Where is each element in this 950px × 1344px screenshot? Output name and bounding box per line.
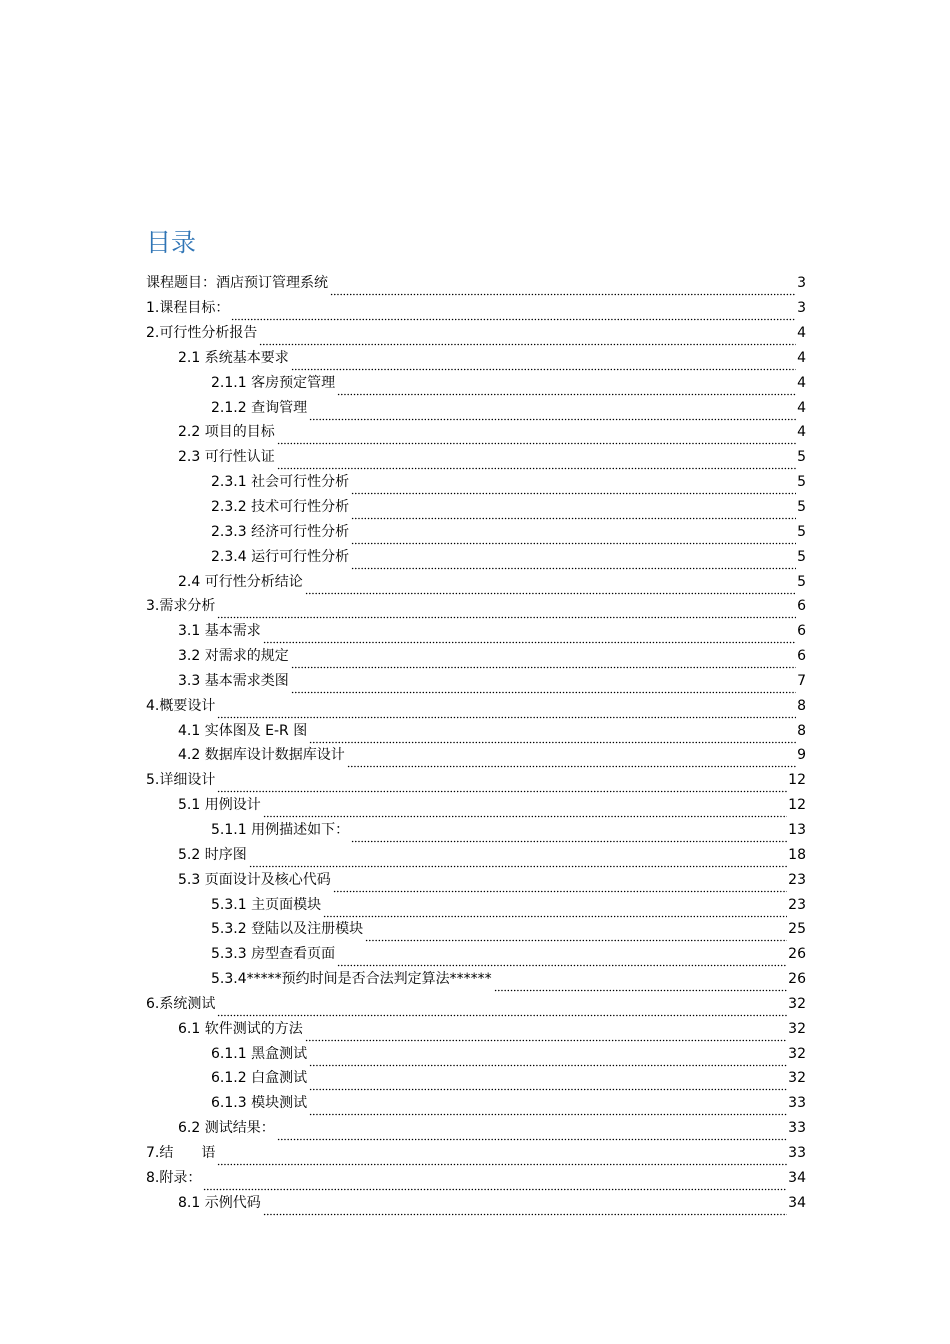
toc-entry[interactable] — [146, 594, 806, 619]
toc-entry-page-number: 3 — [797, 300, 806, 317]
toc-entry[interactable] — [146, 1141, 806, 1166]
toc-entry-text: 课程题目：酒店预订管理系统 — [146, 275, 328, 292]
toc-entry-page-number: 32 — [788, 1045, 806, 1062]
toc-dot-leader — [323, 900, 787, 918]
toc-dot-leader — [351, 552, 796, 570]
toc-entry-page-number: 5 — [797, 499, 806, 516]
toc-entry-text: 2.3 可行性认证 — [178, 449, 275, 466]
toc-dot-leader — [309, 1073, 787, 1091]
toc-entry-page-number: 9 — [797, 747, 806, 764]
toc-entry[interactable] — [146, 917, 806, 942]
toc-entry-text: 8.1 示例代码 — [178, 1194, 261, 1211]
toc-entry-page-number: 7 — [797, 672, 806, 689]
toc-entry-page-number: 18 — [788, 846, 806, 863]
toc-dot-leader — [494, 974, 788, 992]
toc-entry-page-number: 32 — [788, 995, 806, 1012]
toc-dot-leader — [277, 452, 796, 470]
toc-dot-leader — [309, 1098, 787, 1116]
toc-entry-text: 4.概要设计 — [146, 697, 216, 714]
toc-entry[interactable] — [146, 296, 806, 321]
toc-entry-page-number: 5 — [797, 449, 806, 466]
toc-entry[interactable] — [146, 793, 806, 818]
toc-entry-text: 2.3.1 社会可行性分析 — [211, 474, 350, 491]
toc-dot-leader — [217, 775, 787, 793]
toc-dot-leader — [263, 1198, 787, 1216]
toc-entry-text: 2.2 项目的目标 — [178, 424, 275, 441]
toc-entry-text: 5.1.1 用例描述如下： — [211, 821, 350, 838]
toc-entry[interactable] — [146, 420, 806, 445]
toc-entry-page-number: 4 — [797, 399, 806, 416]
toc-entry[interactable] — [146, 842, 806, 867]
toc-entry-text: 4.2 数据库设计数据库设计 — [178, 747, 345, 764]
toc-dot-leader — [263, 800, 787, 818]
toc-entry-page-number: 4 — [797, 325, 806, 342]
toc-entry-text: 3.需求分析 — [146, 598, 216, 615]
toc-entry-page-number: 25 — [788, 921, 806, 938]
toc-dot-leader — [249, 850, 787, 868]
toc-dot-leader — [203, 1173, 787, 1191]
toc-entry-page-number: 33 — [788, 1120, 806, 1137]
toc-entry-text: 2.1 系统基本要求 — [178, 349, 289, 366]
toc-entry-text: 6.1.2 白盒测试 — [211, 1070, 308, 1087]
toc-entry-page-number: 32 — [788, 1070, 806, 1087]
toc-entry-page-number: 5 — [797, 523, 806, 540]
toc-entry-text: 2.3.4 运行可行性分析 — [211, 548, 350, 565]
toc-entry-page-number: 12 — [788, 797, 806, 814]
toc-dot-leader — [333, 875, 787, 893]
toc-entry-text: 2.1.1 客房预定管理 — [211, 374, 336, 391]
toc-entry-text: 6.1.3 模块测试 — [211, 1095, 308, 1112]
toc-entry[interactable] — [146, 271, 806, 296]
toc-entry[interactable] — [146, 991, 806, 1016]
toc-entry-text: 6.2 测试结果： — [178, 1120, 275, 1137]
toc-dot-leader — [351, 477, 796, 495]
toc-entry-page-number: 4 — [797, 349, 806, 366]
toc-entry[interactable] — [146, 321, 806, 346]
toc-entry[interactable] — [146, 1165, 806, 1190]
toc-dot-leader — [351, 527, 796, 545]
toc-entry-text: 5.3.1 主页面模块 — [211, 896, 322, 913]
toc-entry[interactable] — [146, 818, 806, 843]
toc-entry[interactable] — [146, 470, 806, 495]
toc-entry-text: 6.1 软件测试的方法 — [178, 1020, 303, 1037]
toc-entry[interactable] — [146, 693, 806, 718]
toc-entry-text: 7.结 语 — [146, 1144, 216, 1161]
toc-entry[interactable] — [146, 644, 806, 669]
toc-entry-page-number: 3 — [797, 275, 806, 292]
toc-dot-leader — [309, 726, 796, 744]
toc-dot-leader — [309, 403, 796, 421]
toc-dot-leader — [291, 353, 796, 371]
toc-entry[interactable] — [146, 1016, 806, 1041]
toc-entry-page-number: 34 — [788, 1194, 806, 1211]
toc-entry-text: 5.2 时序图 — [178, 846, 247, 863]
toc-entry[interactable] — [146, 743, 806, 768]
toc-entry-page-number: 12 — [788, 772, 806, 789]
toc-dot-leader — [309, 1049, 787, 1067]
toc-entry-page-number: 34 — [788, 1169, 806, 1186]
toc-entry-page-number: 5 — [797, 573, 806, 590]
toc-dot-leader — [330, 278, 796, 296]
toc-entry[interactable] — [146, 967, 806, 992]
toc-entry-text: 2.4 可行性分析结论 — [178, 573, 303, 590]
toc-dot-leader — [351, 825, 787, 843]
toc-entry[interactable] — [146, 1066, 806, 1091]
toc-entry[interactable] — [146, 867, 806, 892]
toc-entry-text: 5.3.4*****预约时间是否合法判定算法****** — [211, 971, 492, 988]
toc-entry-text: 6.1.1 黑盒测试 — [211, 1045, 308, 1062]
toc-entry[interactable] — [146, 346, 806, 371]
toc-dot-leader — [337, 949, 787, 967]
toc-entry[interactable] — [146, 519, 806, 544]
toc-entry[interactable] — [146, 718, 806, 743]
toc-dot-leader — [217, 601, 796, 619]
toc-entry-text: 5.详细设计 — [146, 772, 216, 789]
toc-entry[interactable] — [146, 1190, 806, 1215]
toc-dot-leader — [231, 303, 796, 321]
toc-entry[interactable] — [146, 619, 806, 644]
toc-dot-leader — [263, 626, 796, 644]
toc-entry[interactable] — [146, 569, 806, 594]
toc-entry-page-number: 23 — [788, 871, 806, 888]
toc-entry-text: 8.附录： — [146, 1169, 202, 1186]
toc-dot-leader — [291, 651, 796, 669]
toc-entry[interactable] — [146, 544, 806, 569]
toc-dot-leader — [365, 924, 787, 942]
toc-entry-text: 3.1 基本需求 — [178, 623, 261, 640]
toc-entry-page-number: 32 — [788, 1020, 806, 1037]
toc-entry-page-number: 6 — [797, 648, 806, 665]
toc-entry-text: 2.3.2 技术可行性分析 — [211, 499, 350, 516]
toc-entry-text: 5.3.2 登陆以及注册模块 — [211, 921, 364, 938]
toc-entry[interactable] — [146, 669, 806, 694]
toc-entry-page-number: 6 — [797, 623, 806, 640]
toc-entry-page-number: 23 — [788, 896, 806, 913]
toc-entry-text: 5.3 页面设计及核心代码 — [178, 871, 331, 888]
toc-entry-page-number: 13 — [788, 821, 806, 838]
toc-entry-text: 2.可行性分析报告 — [146, 325, 258, 342]
toc-dot-leader — [337, 378, 796, 396]
toc-entry[interactable] — [146, 1116, 806, 1141]
toc-dot-leader — [259, 328, 796, 346]
toc-entry-page-number: 4 — [797, 424, 806, 441]
toc-entry-text: 6.系统测试 — [146, 995, 216, 1012]
toc-dot-leader — [217, 999, 787, 1017]
toc-entry-text: 5.3.3 房型查看页面 — [211, 946, 336, 963]
toc-dot-leader — [291, 676, 796, 694]
toc-entry[interactable] — [146, 370, 806, 395]
toc-dot-leader — [305, 1024, 787, 1042]
toc-list — [146, 271, 806, 1215]
toc-entry-text: 4.1 实体图及 E-R 图 — [178, 722, 308, 739]
toc-entry[interactable] — [146, 892, 806, 917]
toc-entry-page-number: 8 — [797, 697, 806, 714]
toc-entry-page-number: 8 — [797, 722, 806, 739]
toc-entry-text: 5.1 用例设计 — [178, 797, 261, 814]
toc-entry-page-number: 26 — [788, 971, 806, 988]
toc-entry-page-number: 26 — [788, 946, 806, 963]
toc-entry-page-number: 5 — [797, 474, 806, 491]
toc-dot-leader — [217, 701, 796, 719]
toc-entry-page-number: 33 — [788, 1144, 806, 1161]
toc-dot-leader — [351, 502, 796, 520]
toc-entry-text: 2.1.2 查询管理 — [211, 399, 308, 416]
toc-dot-leader — [347, 750, 796, 768]
toc-entry-text: 1.课程目标： — [146, 300, 230, 317]
toc-dot-leader — [277, 427, 796, 445]
toc-entry-page-number: 4 — [797, 374, 806, 391]
toc-entry[interactable] — [146, 495, 806, 520]
toc-dot-leader — [217, 1148, 787, 1166]
toc-entry-page-number: 6 — [797, 598, 806, 615]
toc-entry[interactable] — [146, 1091, 806, 1116]
toc-entry[interactable] — [146, 1041, 806, 1066]
toc-entry[interactable] — [146, 768, 806, 793]
toc-entry-text: 3.2 对需求的规定 — [178, 648, 289, 665]
toc-title: 目录 — [146, 228, 197, 257]
toc-dot-leader — [305, 577, 796, 595]
toc-entry[interactable] — [146, 395, 806, 420]
toc-entry[interactable] — [146, 942, 806, 967]
toc-entry[interactable] — [146, 445, 806, 470]
toc-dot-leader — [277, 1123, 787, 1141]
toc-entry-text: 2.3.3 经济可行性分析 — [211, 523, 350, 540]
toc-entry-page-number: 5 — [797, 548, 806, 565]
toc-entry-page-number: 33 — [788, 1095, 806, 1112]
toc-entry-text: 3.3 基本需求类图 — [178, 672, 289, 689]
